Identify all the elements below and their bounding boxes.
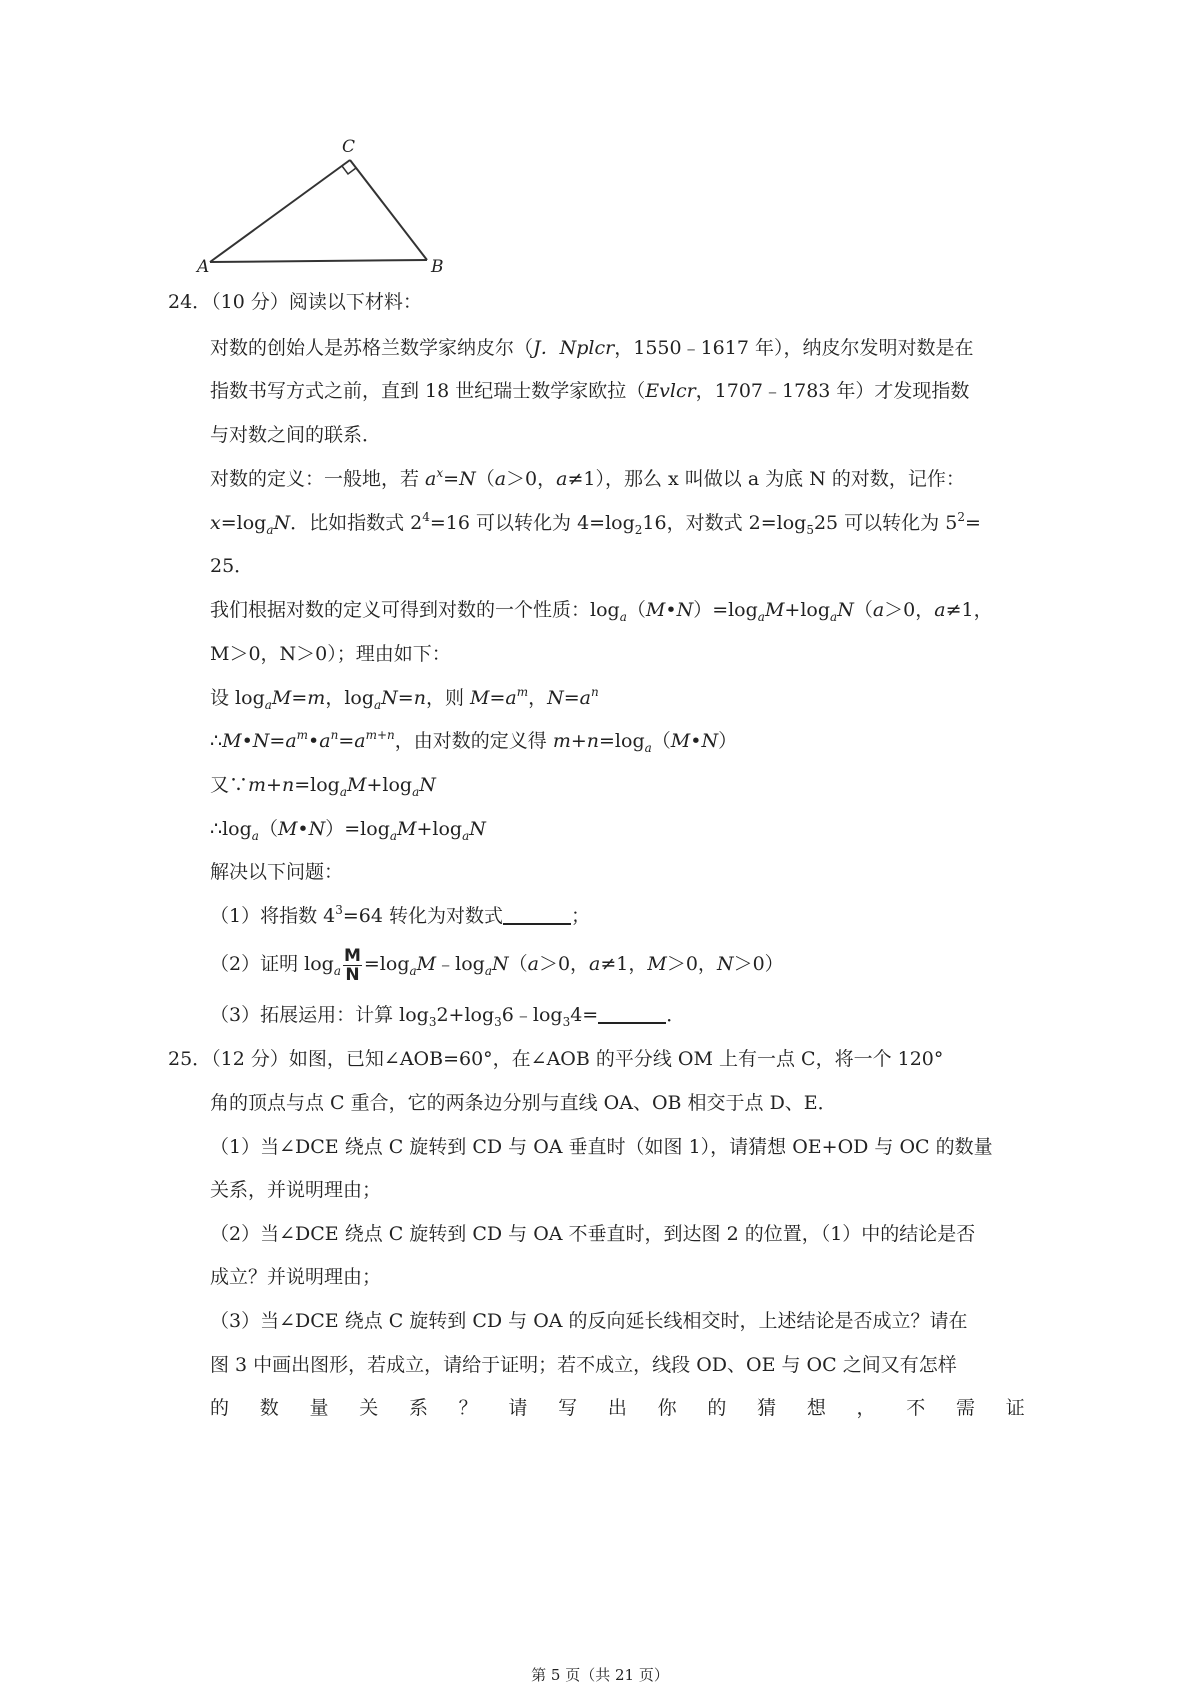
label-a: A (197, 257, 210, 277)
q25-line2: 角的顶点与点 C 重合，它的两条边分别与直线 OA、OB 相交于点 D、E． (210, 1092, 837, 1114)
q24-step1: 设 $\log_aM=m$，$\log_aN=n$，则 $M=a^m$，$N=a^n$ (210, 685, 599, 712)
q25-sub2-line1: （2）当∠DCE 绕点 C 旋转到 CD 与 OA 不垂直时，到达图 2 的位置，（1）中的结论是否 (210, 1223, 976, 1245)
q25-sub3-line1: （3）当∠DCE 绕点 C 旋转到 CD 与 OA 的反向延长线相交时，上述结论是否成立？请在 (210, 1310, 968, 1332)
page-footer: 第 5 页（共 21 页） (531, 1666, 669, 1684)
q25-sub3-line2: 图 3 中画出图形，若成立，请给于证明；若不成立，线段 OD、OE 与 OC 之间又有怎样 (210, 1354, 957, 1376)
q24-heading: 24．（10 分）阅读以下材料： (168, 291, 422, 313)
q24-definition-line3: 25． (210, 555, 254, 577)
label-c: C (342, 137, 356, 157)
q24-property-line2: M＞0，N＞0）；理由如下： (210, 643, 451, 665)
q25-heading: 25．（12 分）如图，已知∠AOB=60°，在∠AOB 的平分线 OM 上有一点 C，将一个 120° (168, 1048, 944, 1070)
answer-blank-2[interactable] (598, 1004, 666, 1024)
fraction-m-over-n: $\frac{M}{N}$ (343, 945, 361, 985)
q24-para1-line3: 与对数之间的联系． (210, 424, 382, 446)
q24-definition-line2: $x=\log_aN$．比如指数式 $2^4=16$ 可以转化为 $4=\log_216$，对数式 $2=\log_525$ 可以转化为 $5^2=$ (210, 510, 981, 537)
q25-sub1-line2: 关系，并说明理由； (210, 1179, 382, 1201)
q24-property-line1: 我们根据对数的定义可得到对数的一个性质：$\log_a(M•N)=\log_aM+\log_aN(a>0$，a≠1， (210, 599, 993, 624)
q24-sub3: （3）拓展运用：计算 $\log_32+\log_36﹣\log_34=$ ． (210, 1004, 686, 1029)
q24-sub1: （1）将指数 $4^3=64$ 转化为对数式 ； (210, 903, 591, 927)
side-cb (350, 160, 427, 260)
triangle-figure (197, 137, 465, 277)
q24-para1-line1: 对数的创始人是苏格兰数学家纳皮尔（J．Nplcr，1550﹣1617 年），纳皮尔发明对数是在 (210, 337, 974, 359)
right-angle-mark (342, 166, 356, 174)
q24-para1-line2: 指数书写方式之前，直到 18 世纪瑞士数学家欧拉（Evlcr，1707﹣1783 年）才发现指数 (210, 380, 970, 402)
q25-sub2-line2: 成立？并说明理由； (210, 1266, 382, 1288)
q24-step4: $\therefore\log_a(M•N)=\log_aM+\log_aN$ (210, 818, 486, 843)
q24-definition-line1: 对数的定义：一般地，若 $a^x=N(a>0$，a≠1），那么 x 叫做以 a 为底 N 的对数，记作： (210, 466, 965, 490)
q24-solve-heading: 解决以下问题： (210, 861, 344, 883)
side-ab (210, 260, 427, 262)
label-b: B (431, 257, 444, 277)
q24-step3: 又$\because m+n=\log_aM+\log_aN$ (210, 774, 436, 799)
q24-sub2: （2）证明 $\log_a$ $\frac{M}{N}$ $=\log_aM﹣\log_aN(a>0$，a≠1，M＞0，N＞0） (210, 945, 784, 985)
side-ac (210, 160, 350, 262)
q25-sub3-line3: 的 数 量 关 系 ？ 请 写 出 你 的 猜 想 ， 不 需 证 (210, 1397, 1025, 1419)
answer-blank-1[interactable] (503, 905, 571, 925)
q25-sub1-line1: （1）当∠DCE 绕点 C 旋转到 CD 与 OA 垂直时（如图 1），请猜想 OE+OD 与 OC 的数量 (210, 1136, 993, 1158)
q24-step2: $\therefore M•N=a^m•a^n=a^{m+n}$，由对数的定义得 $m+n=\log_a(M•N)$ (210, 728, 738, 755)
